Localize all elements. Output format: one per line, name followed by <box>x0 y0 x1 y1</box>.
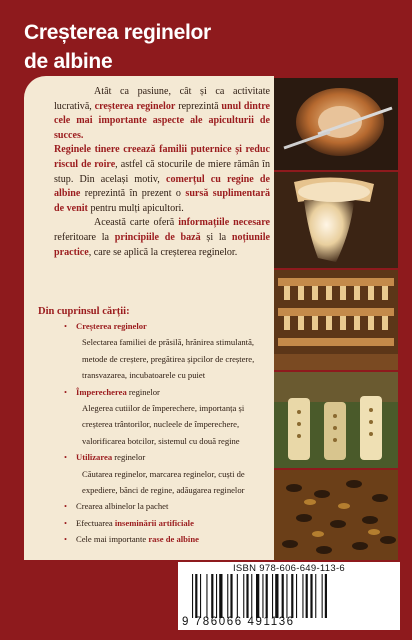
bullet-icon: • <box>64 534 68 545</box>
barcode-label <box>178 562 400 630</box>
toc-item-title-rest: reginelor <box>126 386 160 397</box>
intro-p1-highlight: unul dintre cele mai importante aspecte ale apiculturii de succes. <box>54 100 271 141</box>
intro-paragraph-2 <box>54 143 270 216</box>
intro-p2-highlight: comerțul cu regine de albine <box>54 173 270 200</box>
intro-p2-text: pentru mulți apicultori. <box>87 202 184 214</box>
intro-p2-highlight: Reginele tinere creează familii puternice și reduc riscul de roire <box>54 144 270 170</box>
toc-list <box>30 318 274 548</box>
toc-item-detail: Alegerea cutiilor de împerechere, importanța și creșterea trântorilor, nucleele de împerechere, valorificarea botcilor, sistemul cu două regine <box>82 403 245 446</box>
photo-queen-cells <box>274 172 398 268</box>
toc-item <box>30 449 274 465</box>
toc-item <box>30 531 274 547</box>
bullet-icon: • <box>64 501 68 512</box>
photo-bees-comb <box>274 470 398 560</box>
toc-item-detail: Selectarea familiei de prăsilă, hrănirea stimulantă, metode de creștere, pregătirea șipcilor de creștere, transvazarea, incubatoarele cu puiet <box>82 337 255 381</box>
bullet-icon: • <box>64 386 68 397</box>
intro-p1-text: Atât ca pasiune, cât și ca activitate lucrativă, <box>54 86 270 112</box>
toc-item <box>30 498 274 514</box>
intro-paragraph-1 <box>54 85 270 143</box>
intro-p3-text: referitoare la <box>54 231 115 243</box>
intro-p3-text: Această carte oferă <box>94 217 179 229</box>
toc-item-title: Creșterea reginelor <box>76 321 147 331</box>
intro-p3-highlight: informațiile necesare <box>178 217 270 229</box>
intro-p1-text: reprezintă <box>175 100 222 112</box>
bullet-icon: • <box>64 452 68 463</box>
intro-p2-highlight: sursă suplimentară de venit <box>54 188 271 214</box>
photo-queen-cages <box>274 372 398 468</box>
intro-p2-text: reprezintă în prezent o <box>80 188 186 200</box>
toc-item-title: Efectuarea <box>76 517 115 528</box>
title-line-2: de albine <box>24 50 113 73</box>
bullet-icon: • <box>64 321 68 331</box>
toc-item <box>30 384 274 400</box>
toc-item-title: Utilizarea <box>76 452 113 463</box>
toc-heading: Din cuprinsul cărții: <box>38 306 130 317</box>
toc-item <box>30 318 274 334</box>
isbn-text: ISBN 978-606-649-113-6 <box>232 563 346 574</box>
intro-paragraph-3 <box>54 216 270 260</box>
toc-item-title: Crearea albinelor la pachet <box>76 501 169 512</box>
intro-p3-text: și la <box>200 231 232 243</box>
intro-p1-highlight: creșterea reginelor <box>94 100 176 112</box>
title-line-1: Creșterea reginelor <box>24 21 211 44</box>
toc-item-title-rest: reginelor <box>112 452 146 463</box>
photo-queen-cups-frame <box>274 270 398 370</box>
toc-item-highlight: rase de albine <box>148 534 199 545</box>
intro-p2-text: , astfel că stocurile de miere rămân în stup. Din același motiv, <box>54 158 270 185</box>
barcode-digits: 9 786066 491136 <box>182 616 295 628</box>
toc-item-highlight: inseminării artificiale <box>114 517 194 528</box>
toc-item-title: Cele mai importante <box>76 534 149 545</box>
intro-text <box>54 85 270 260</box>
book-title <box>24 18 324 76</box>
photo-queen-cell-tool <box>274 78 398 170</box>
toc-item <box>30 515 274 531</box>
intro-p3-text: , care se aplică la creșterea reginelor. <box>88 246 238 258</box>
photo-column <box>274 78 398 560</box>
barcode-bars-icon <box>192 574 388 618</box>
intro-p3-highlight: principiile de bază <box>114 231 201 243</box>
intro-p3-highlight: noțiunile practice <box>54 231 270 258</box>
bullet-icon: • <box>64 517 68 528</box>
toc-item-title: Împerecherea <box>76 386 127 397</box>
toc-item-detail: Căutarea reginelor, marcarea reginelor, cuști de expediere, bănci de regine, adăugarea reginelor <box>82 468 245 496</box>
